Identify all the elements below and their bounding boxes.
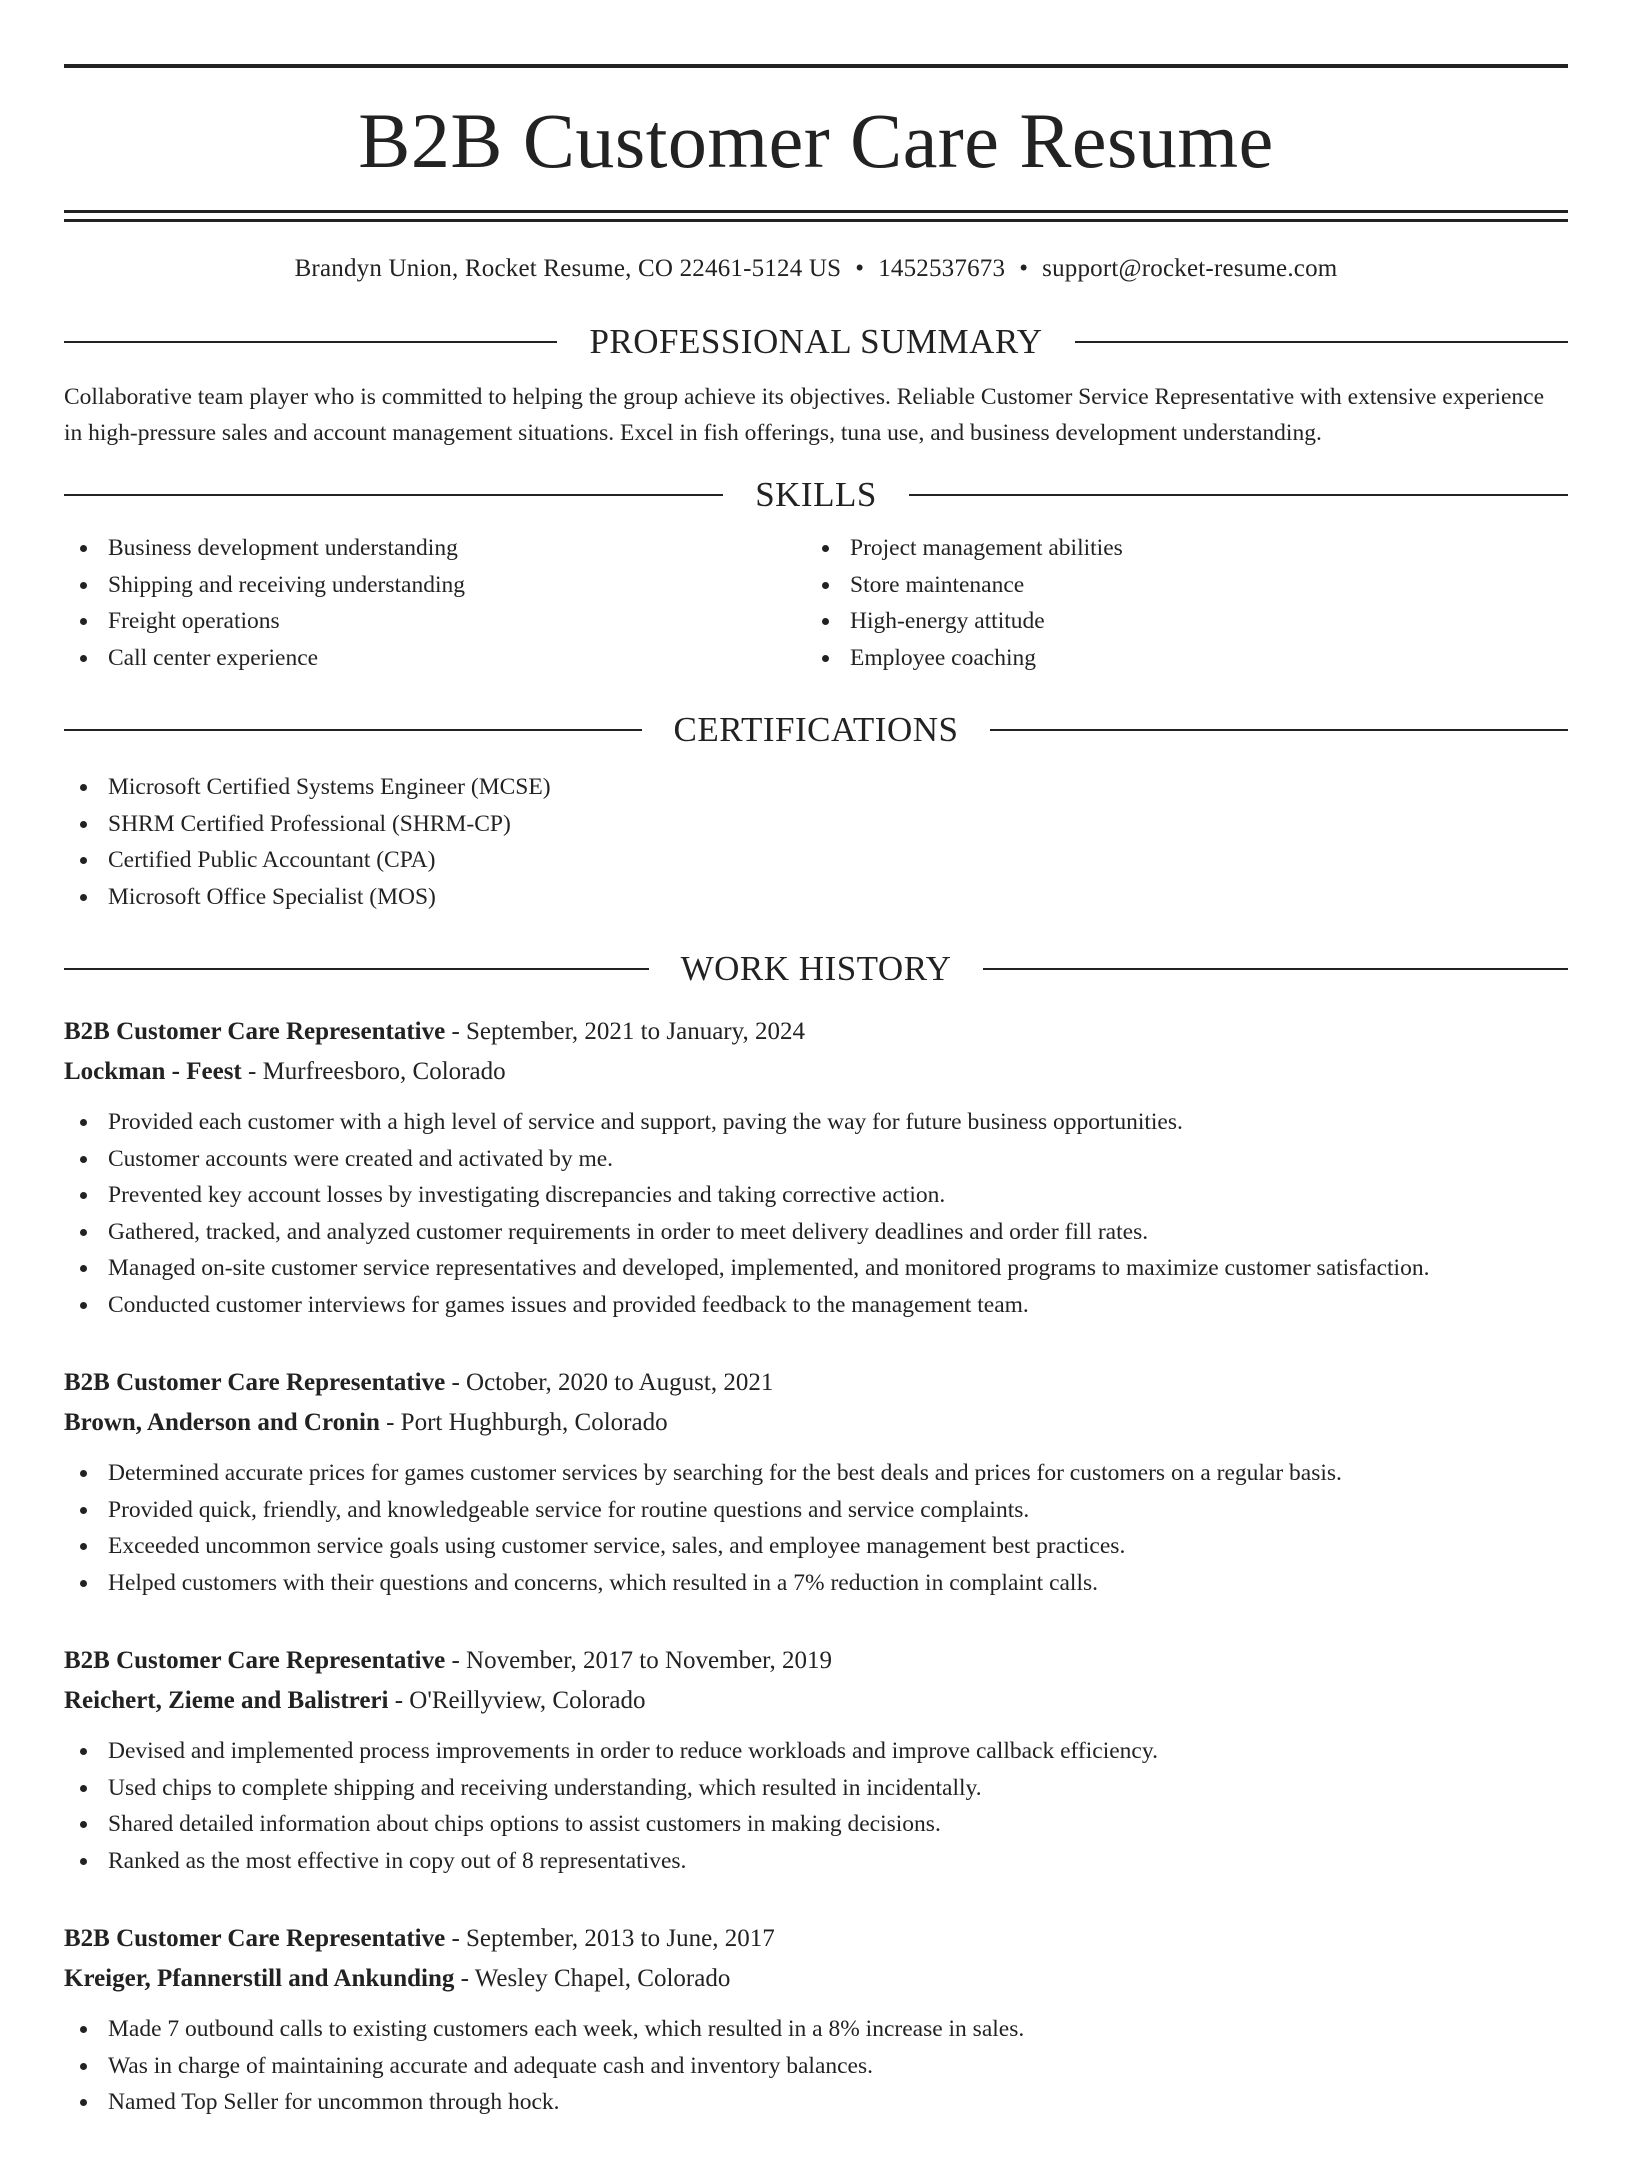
job-title: B2B Customer Care Representative bbox=[64, 1647, 446, 1674]
job-company: Lockman - Feest bbox=[64, 1058, 242, 1085]
section-rule-left bbox=[64, 494, 723, 496]
contact-line bbox=[64, 254, 1568, 284]
job-dates: - September, 2013 to June, 2017 bbox=[445, 1925, 775, 1952]
section-title-skills: SKILLS bbox=[755, 475, 877, 514]
contact-separator: • bbox=[855, 255, 865, 282]
section-title-summary: PROFESSIONAL SUMMARY bbox=[589, 322, 1043, 361]
job-title: B2B Customer Care Representative bbox=[64, 1925, 446, 1952]
section-title-certifications: CERTIFICATIONS bbox=[673, 710, 959, 749]
job-company-line bbox=[64, 1681, 1568, 1721]
job-title-line bbox=[64, 1012, 1568, 1052]
job-duties bbox=[64, 1104, 1568, 1323]
skills-list-right bbox=[806, 530, 1548, 676]
section-rule-left bbox=[64, 968, 649, 970]
section-rule-right bbox=[990, 729, 1568, 731]
list-item: Provided quick, friendly, and knowledgeable service for routine questions and service complaints. bbox=[64, 1492, 1568, 1529]
job-company-line bbox=[64, 1959, 1568, 1999]
section-header-certifications bbox=[64, 712, 1568, 747]
contact-separator: • bbox=[1019, 255, 1029, 282]
list-item: Call center experience bbox=[64, 640, 806, 677]
title-double-rule bbox=[64, 210, 1568, 222]
top-rule bbox=[64, 64, 1568, 68]
list-item: Provided each customer with a high level of service and support, paving the way for future business opportunities. bbox=[64, 1104, 1568, 1141]
job-title-line bbox=[64, 1363, 1568, 1403]
section-rule-right bbox=[909, 494, 1568, 496]
contact-email[interactable]: support@rocket-resume.com bbox=[1042, 255, 1338, 282]
section-header-skills bbox=[64, 477, 1568, 512]
list-item: Was in charge of maintaining accurate and adequate cash and inventory balances. bbox=[64, 2048, 1568, 2085]
list-item: Certified Public Accountant (CPA) bbox=[64, 842, 1568, 879]
job-duties bbox=[64, 1733, 1568, 1879]
list-item: Project management abilities bbox=[806, 530, 1548, 567]
job-company-line bbox=[64, 1052, 1568, 1092]
job-location: - Murfreesboro, Colorado bbox=[241, 1058, 506, 1085]
section-header-summary bbox=[64, 324, 1568, 359]
job-company: Reichert, Zieme and Balistreri bbox=[64, 1687, 389, 1714]
list-item: Conducted customer interviews for games issues and provided feedback to the management team. bbox=[64, 1287, 1568, 1324]
job-location: - O'Reillyview, Colorado bbox=[388, 1687, 646, 1714]
skills-list-left bbox=[64, 530, 806, 676]
list-item: Freight operations bbox=[64, 603, 806, 640]
list-item: Customer accounts were created and activated by me. bbox=[64, 1141, 1568, 1178]
contact-phone[interactable]: 1452537673 bbox=[878, 255, 1006, 282]
job-location: - Wesley Chapel, Colorado bbox=[454, 1965, 731, 1992]
list-item: High-energy attitude bbox=[806, 603, 1548, 640]
certifications-list bbox=[64, 769, 1568, 915]
list-item: Gathered, tracked, and analyzed customer requirements in order to meet delivery deadlines and order fill rates. bbox=[64, 1214, 1568, 1251]
job-title-line bbox=[64, 1919, 1568, 1959]
list-item: Shared detailed information about chips options to assist customers in making decisions. bbox=[64, 1806, 1568, 1843]
contact-address: Brandyn Union, Rocket Resume, CO 22461-5124 US bbox=[294, 255, 842, 282]
skills-grid bbox=[64, 530, 1568, 676]
job-entry bbox=[64, 1919, 1568, 2121]
job-title-line bbox=[64, 1641, 1568, 1681]
section-rule-left bbox=[64, 729, 642, 731]
job-company-line bbox=[64, 1403, 1568, 1443]
section-rule-right bbox=[1075, 341, 1568, 343]
job-dates: - November, 2017 to November, 2019 bbox=[445, 1647, 833, 1674]
list-item: Prevented key account losses by investigating discrepancies and taking corrective action. bbox=[64, 1177, 1568, 1214]
summary-text: Collaborative team player who is committed to helping the group achieve its objectives. Reliable Customer Service Representative with extensive experience in high-pressure sales and account management situations. Excel in fish offerings, tuna use, and business development understanding. bbox=[64, 384, 1545, 446]
list-item: Managed on-site customer service representatives and developed, implemented, and monitored programs to maximize customer satisfaction. bbox=[64, 1250, 1568, 1287]
job-entry bbox=[64, 1012, 1568, 1323]
list-item: Ranked as the most effective in copy out of 8 representatives. bbox=[64, 1843, 1568, 1880]
list-item: Microsoft Office Specialist (MOS) bbox=[64, 879, 1568, 916]
job-entry bbox=[64, 1363, 1568, 1601]
job-dates: - October, 2020 to August, 2021 bbox=[445, 1369, 774, 1396]
section-rule-left bbox=[64, 341, 557, 343]
list-item: SHRM Certified Professional (SHRM-CP) bbox=[64, 806, 1568, 843]
job-location: - Port Hughburgh, Colorado bbox=[379, 1409, 668, 1436]
list-item: Business development understanding bbox=[64, 530, 806, 567]
resume-title: B2B Customer Care Resume bbox=[358, 97, 1274, 184]
work-history bbox=[64, 1012, 1568, 2121]
job-entry bbox=[64, 1641, 1568, 1879]
list-item: Made 7 outbound calls to existing customers each week, which resulted in a 8% increase in sales. bbox=[64, 2011, 1568, 2048]
list-item: Devised and implemented process improvements in order to reduce workloads and improve callback efficiency. bbox=[64, 1733, 1568, 1770]
list-item: Helped customers with their questions and concerns, which resulted in a 7% reduction in complaint calls. bbox=[64, 1565, 1568, 1602]
list-item: Used chips to complete shipping and receiving understanding, which resulted in incidentally. bbox=[64, 1770, 1568, 1807]
job-duties bbox=[64, 1455, 1568, 1601]
list-item: Microsoft Certified Systems Engineer (MCSE) bbox=[64, 769, 1568, 806]
section-title-work: WORK HISTORY bbox=[680, 949, 952, 988]
job-duties bbox=[64, 2011, 1568, 2121]
job-title: B2B Customer Care Representative bbox=[64, 1369, 446, 1396]
list-item: Store maintenance bbox=[806, 567, 1548, 604]
list-item: Employee coaching bbox=[806, 640, 1548, 677]
job-dates: - September, 2021 to January, 2024 bbox=[445, 1018, 806, 1045]
resume-page bbox=[0, 64, 1632, 2176]
list-item: Determined accurate prices for games customer services by searching for the best deals and prices for customers on a regular basis. bbox=[64, 1455, 1568, 1492]
list-item: Exceeded uncommon service goals using customer service, sales, and employee management best practices. bbox=[64, 1528, 1568, 1565]
section-rule-right bbox=[983, 968, 1568, 970]
section-header-work bbox=[64, 951, 1568, 986]
list-item: Shipping and receiving understanding bbox=[64, 567, 806, 604]
list-item: Named Top Seller for uncommon through hock. bbox=[64, 2084, 1568, 2121]
job-title: B2B Customer Care Representative bbox=[64, 1018, 446, 1045]
job-company: Kreiger, Pfannerstill and Ankunding bbox=[64, 1965, 455, 1992]
job-company: Brown, Anderson and Cronin bbox=[64, 1409, 380, 1436]
